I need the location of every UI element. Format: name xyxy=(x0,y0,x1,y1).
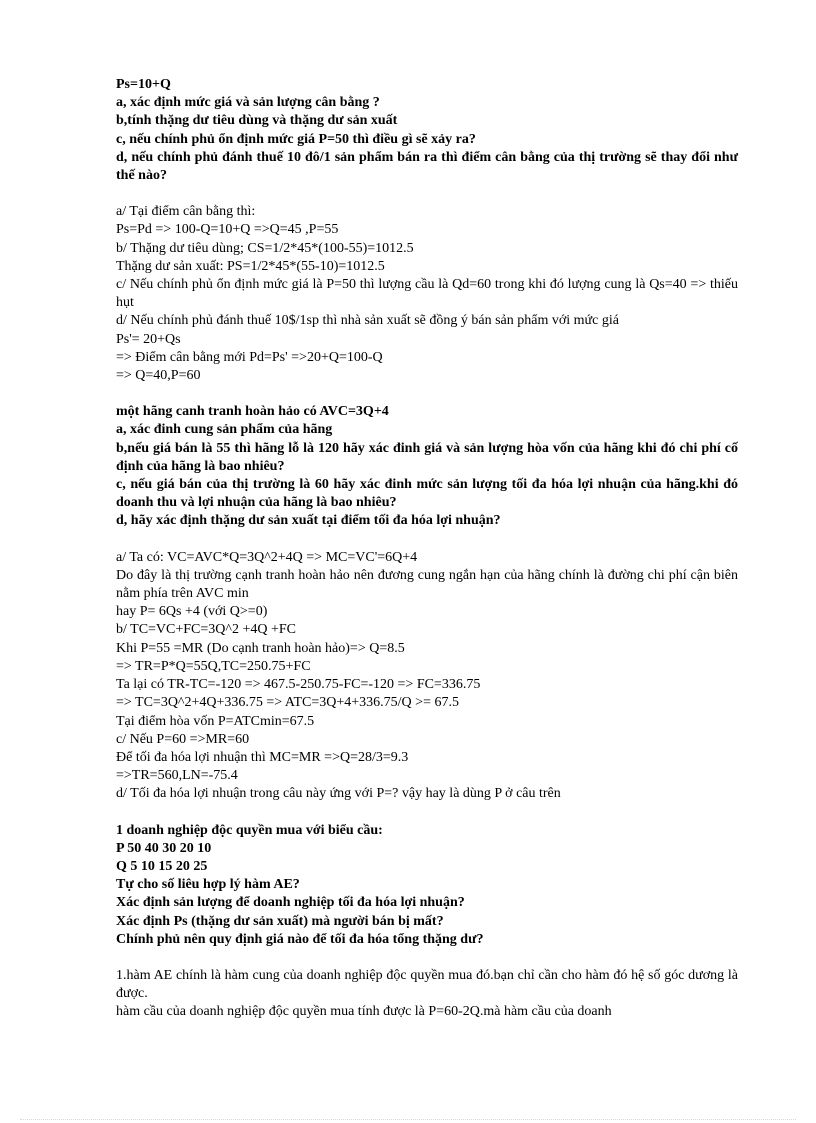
question-line: Tự cho số liêu hợp lý hàm AE? xyxy=(116,877,300,893)
answer-line: c/ Nếu chính phủ ổn định mức giá là P=50 thì lượng cầu là Qd=60 trong khi đó lượng cung là Qs=40 => thiếu hụt xyxy=(116,277,738,311)
question-line: Q 5 10 15 20 25 xyxy=(116,858,208,874)
answer-line: Khi P=55 =MR (Do cạnh tranh hoàn hảo)=> Q=8.5 xyxy=(116,640,405,656)
question-line: 1 doanh nghiệp độc quyền mua với biểu cầu: xyxy=(116,822,383,838)
answer-line: d/ Tối đa hóa lợi nhuận trong câu này ứng với P=? vậy hay là dùng P ở câu trên xyxy=(116,786,561,802)
question-line: d, nếu chính phủ đánh thuế 10 đô/1 sản phẩm bán ra thì điểm cân bằng của thị trường sẽ thay đổi như thế nào? xyxy=(116,149,738,184)
answer-block-3 xyxy=(116,967,738,1022)
answer-line: => TC=3Q^2+4Q+336.75 => ATC=3Q+4+336.75/Q >= 67.5 xyxy=(116,695,459,711)
answer-line: hàm cầu của doanh nghiệp độc quyền mua tính được là P=60-2Q.mà hàm cầu của doanh xyxy=(116,1004,612,1020)
answer-line: Thặng dư sản xuất: PS=1/2*45*(55-10)=1012.5 xyxy=(116,258,385,274)
question-line: c, nếu giá bán của thị trường là 60 hãy xác đinh mức sản lượng tối đa hóa lợi nhuận của hãng.khi đó doanh thu và lợi nhuận của hãng là bao nhiêu? xyxy=(116,477,738,511)
question-line: b,tính thặng dư tiêu dùng và thặng dư sản xuất xyxy=(116,113,398,129)
answer-line: => Điểm cân bằng mới Pd=Ps' =>20+Q=100-Q xyxy=(116,349,383,365)
question-line: a, xác định mức giá và sản lượng cân bằng ? xyxy=(116,95,380,111)
answer-block-1 xyxy=(116,203,738,385)
answer-line: => TR=P*Q=55Q,TC=250.75+FC xyxy=(116,658,311,674)
answer-line: d/ Nếu chính phủ đánh thuế 10$/1sp thì nhà sản xuất sẽ đồng ý bán sản phẩm với mức giá xyxy=(116,313,619,329)
question-line: a, xác đinh cung sản phẩm của hãng xyxy=(116,422,333,438)
answer-line: Tại điểm hòa vốn P=ATCmin=67.5 xyxy=(116,713,315,729)
question-block-3 xyxy=(116,822,738,949)
answer-line: 1.hàm AE chính là hàm cung của doanh nghiệp độc quyền mua đó.bạn chỉ cần cho hàm đó hệ số góc dương là được. xyxy=(116,967,738,1002)
question-line: Xác định sản lượng để doanh nghiệp tối đa hóa lợi nhuận? xyxy=(116,895,465,911)
answer-line: Ta lại có TR-TC=-120 => 467.5-250.75-FC=-120 => FC=336.75 xyxy=(116,677,481,693)
document-page xyxy=(116,76,738,1022)
answer-line: Do đây là thị trường cạnh tranh hoàn hảo nên đương cung ngắn hạn của hãng chính là đường chi phí cận biên nằm phía trên AVC min xyxy=(116,567,738,602)
answer-line: b/ Thặng dư tiêu dùng; CS=1/2*45*(100-55)=1012.5 xyxy=(116,240,414,256)
question-line: b,nếu giá bán là 55 thì hãng lỗ là 120 hãy xác đinh giá và sản lượng hòa vốn của hãng khi đó chi phí cố định của hãng là bao nhiêu? xyxy=(116,440,738,474)
question-line: một hãng canh tranh hoàn hảo có AVC=3Q+4 xyxy=(116,404,389,420)
question-line: P 50 40 30 20 10 xyxy=(116,840,212,856)
answer-line: a/ Ta có: VC=AVC*Q=3Q^2+4Q => MC=VC'=6Q+4 xyxy=(116,549,418,565)
page-divider xyxy=(20,1119,796,1120)
answer-line: Ps=Pd => 100-Q=10+Q =>Q=45 ,P=55 xyxy=(116,222,339,238)
answer-line: Để tối đa hóa lợi nhuận thì MC=MR =>Q=28/3=9.3 xyxy=(116,749,409,765)
answer-line: b/ TC=VC+FC=3Q^2 +4Q +FC xyxy=(116,622,296,638)
answer-line: c/ Nếu P=60 =>MR=60 xyxy=(116,731,250,747)
answer-line: Ps'= 20+Qs xyxy=(116,331,181,347)
answer-line: hay P= 6Qs +4 (với Q>=0) xyxy=(116,604,268,620)
question-block-2 xyxy=(116,403,738,530)
question-line: Ps=10+Q xyxy=(116,77,171,92)
answer-line: a/ Tại điểm cân bằng thì: xyxy=(116,204,256,220)
question-block-1 xyxy=(116,76,738,185)
answer-line: =>TR=560,LN=-75.4 xyxy=(116,768,238,784)
answer-block-2 xyxy=(116,549,738,804)
question-line: d, hãy xác định thặng dư sản xuất tại điểm tối đa hóa lợi nhuận? xyxy=(116,513,501,529)
question-line: Xác định Ps (thặng dư sản xuất) mà người bán bị mất? xyxy=(116,913,444,929)
question-line: c, nếu chính phủ ổn định mức giá P=50 thì điều gì sẽ xảy ra? xyxy=(116,131,476,147)
answer-line: => Q=40,P=60 xyxy=(116,368,201,384)
question-line: Chính phủ nên quy định giá nào để tối đa hóa tổng thặng dư? xyxy=(116,931,484,947)
